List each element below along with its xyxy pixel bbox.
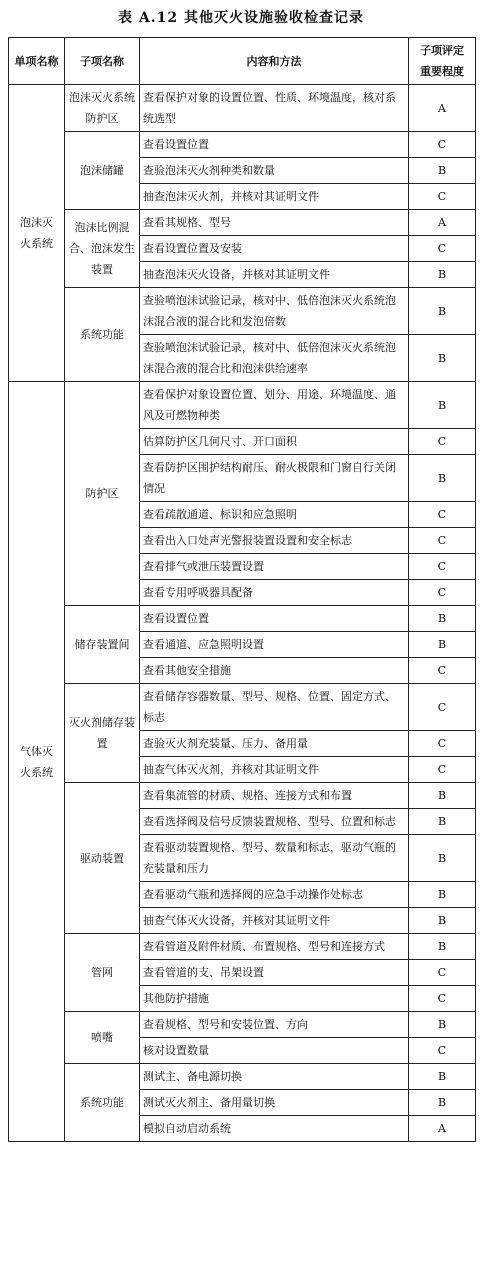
content-cell: 查看驱动装置规格、型号、数量和标志，驱动气瓶的充装量和压力: [140, 835, 409, 882]
subitem-cell: 防护区: [65, 382, 140, 606]
content-cell: 抽查气体灭火设备，并核对其证明文件: [140, 908, 409, 934]
table-row: [9, 85, 476, 132]
header-level-line2: 重要程度: [420, 65, 464, 78]
level-cell: B: [409, 1090, 476, 1116]
level-cell: C: [409, 236, 476, 262]
subitem-cell: 泡沫比例混合、泡沫发生装置: [65, 210, 140, 288]
level-cell: B: [409, 262, 476, 288]
table-row: [9, 132, 476, 158]
level-cell: C: [409, 132, 476, 158]
category-cell: 气体灭火系统: [9, 382, 65, 1142]
level-cell: B: [409, 934, 476, 960]
header-row: [9, 38, 476, 85]
level-cell: C: [409, 684, 476, 731]
level-cell: C: [409, 184, 476, 210]
level-cell: B: [409, 809, 476, 835]
table-row: [9, 606, 476, 632]
table-row: [9, 1064, 476, 1090]
level-cell: C: [409, 1038, 476, 1064]
content-cell: 查看选择阀及信号反馈装置规格、型号、位置和标志: [140, 809, 409, 835]
content-cell: 查看通道、应急照明设置: [140, 632, 409, 658]
content-cell: 查验灭火剂充装量、压力、备用量: [140, 731, 409, 757]
table-row: [9, 288, 476, 335]
content-cell: 查看设置位置: [140, 606, 409, 632]
content-cell: 查看设置位置及安装: [140, 236, 409, 262]
table-row: [9, 783, 476, 809]
content-cell: 抽查泡沫灭火剂，并核对其证明文件: [140, 184, 409, 210]
content-cell: 估算防护区几何尺寸、开口面积: [140, 429, 409, 455]
header-subitem: 子项名称: [65, 38, 140, 85]
table-body: [9, 85, 476, 1142]
level-cell: C: [409, 554, 476, 580]
level-cell: B: [409, 382, 476, 429]
level-cell: B: [409, 632, 476, 658]
table-row: [9, 1012, 476, 1038]
header-level: [409, 38, 476, 85]
content-cell: 抽查泡沫灭火设备，并核对其证明文件: [140, 262, 409, 288]
subitem-cell: 驱动装置: [65, 783, 140, 934]
content-cell: 查看排气或泄压装置设置: [140, 554, 409, 580]
category-cell: 泡沫灭火系统: [9, 85, 65, 382]
level-cell: B: [409, 783, 476, 809]
content-cell: 查验喷泡沫试验记录，核对中、低倍泡沫灭火系统泡沫混合液的混合比和发泡倍数: [140, 288, 409, 335]
level-cell: C: [409, 731, 476, 757]
header-content: 内容和方法: [140, 38, 409, 85]
level-cell: B: [409, 455, 476, 502]
level-cell: A: [409, 210, 476, 236]
content-cell: 查看管道及附件材质、布置规格、型号和连接方式: [140, 934, 409, 960]
content-cell: 模拟自动启动系统: [140, 1116, 409, 1142]
table-row: [9, 934, 476, 960]
content-cell: 查看储存容器数量、型号、规格、位置、固定方式、标志: [140, 684, 409, 731]
level-cell: C: [409, 580, 476, 606]
content-cell: 查看管道的支、吊架设置: [140, 960, 409, 986]
content-cell: 查看其他安全措施: [140, 658, 409, 684]
subitem-cell: 系统功能: [65, 288, 140, 382]
content-cell: 查看出入口处声光警报装置设置和安全标志: [140, 528, 409, 554]
subitem-cell: 储存装置间: [65, 606, 140, 684]
level-cell: B: [409, 288, 476, 335]
level-cell: B: [409, 908, 476, 934]
content-cell: 查看疏散通道、标识和应急照明: [140, 502, 409, 528]
level-cell: C: [409, 502, 476, 528]
level-cell: B: [409, 882, 476, 908]
level-cell: B: [409, 835, 476, 882]
content-cell: 查看专用呼吸器具配备: [140, 580, 409, 606]
subitem-cell: 泡沫储罐: [65, 132, 140, 210]
content-cell: 核对设置数量: [140, 1038, 409, 1064]
content-cell: 测试主、备电源切换: [140, 1064, 409, 1090]
level-cell: B: [409, 335, 476, 382]
subitem-cell: 管网: [65, 934, 140, 1012]
content-cell: 查看保护对象的设置位置、性质、环境温度，核对系统选型: [140, 85, 409, 132]
subitem-cell: 喷嘴: [65, 1012, 140, 1064]
inspection-table: [8, 37, 476, 1142]
header-level-line1: 子项评定: [420, 44, 464, 57]
header-category: 单项名称: [9, 38, 65, 85]
content-cell: 查看保护对象设置位置、划分、用途、环境温度、通风及可燃物种类: [140, 382, 409, 429]
level-cell: C: [409, 960, 476, 986]
content-cell: 查看其规格、型号: [140, 210, 409, 236]
table-row: [9, 684, 476, 731]
content-cell: 抽查气体灭火剂，并核对其证明文件: [140, 757, 409, 783]
level-cell: C: [409, 757, 476, 783]
content-cell: 查验喷泡沫试验记录，核对中、低倍泡沫灭火系统泡沫混合液的混合比和泡沫供给速率: [140, 335, 409, 382]
level-cell: B: [409, 1064, 476, 1090]
content-cell: 其他防护措施: [140, 986, 409, 1012]
level-cell: C: [409, 658, 476, 684]
table-row: [9, 382, 476, 429]
level-cell: B: [409, 1012, 476, 1038]
content-cell: 查看规格、型号和安装位置、方向: [140, 1012, 409, 1038]
level-cell: A: [409, 1116, 476, 1142]
subitem-cell: 系统功能: [65, 1064, 140, 1142]
level-cell: C: [409, 986, 476, 1012]
table-row: [9, 210, 476, 236]
level-cell: C: [409, 429, 476, 455]
level-cell: A: [409, 85, 476, 132]
content-cell: 测试灭火剂主、备用量切换: [140, 1090, 409, 1116]
content-cell: 查看驱动气瓶和选择阀的应急手动操作处标志: [140, 882, 409, 908]
level-cell: B: [409, 606, 476, 632]
level-cell: C: [409, 528, 476, 554]
content-cell: 查看设置位置: [140, 132, 409, 158]
content-cell: 查验泡沫灭火剂种类和数量: [140, 158, 409, 184]
subitem-cell: 灭火剂储存装置: [65, 684, 140, 783]
content-cell: 查看防护区围护结构耐压、耐火极限和门窗自行关闭情况: [140, 455, 409, 502]
level-cell: B: [409, 158, 476, 184]
subitem-cell: 泡沫灭火系统防护区: [65, 85, 140, 132]
content-cell: 查看集流管的材质、规格、连接方式和布置: [140, 783, 409, 809]
table-title: 表 A.12 其他灭火设施验收检查记录: [118, 10, 364, 26]
